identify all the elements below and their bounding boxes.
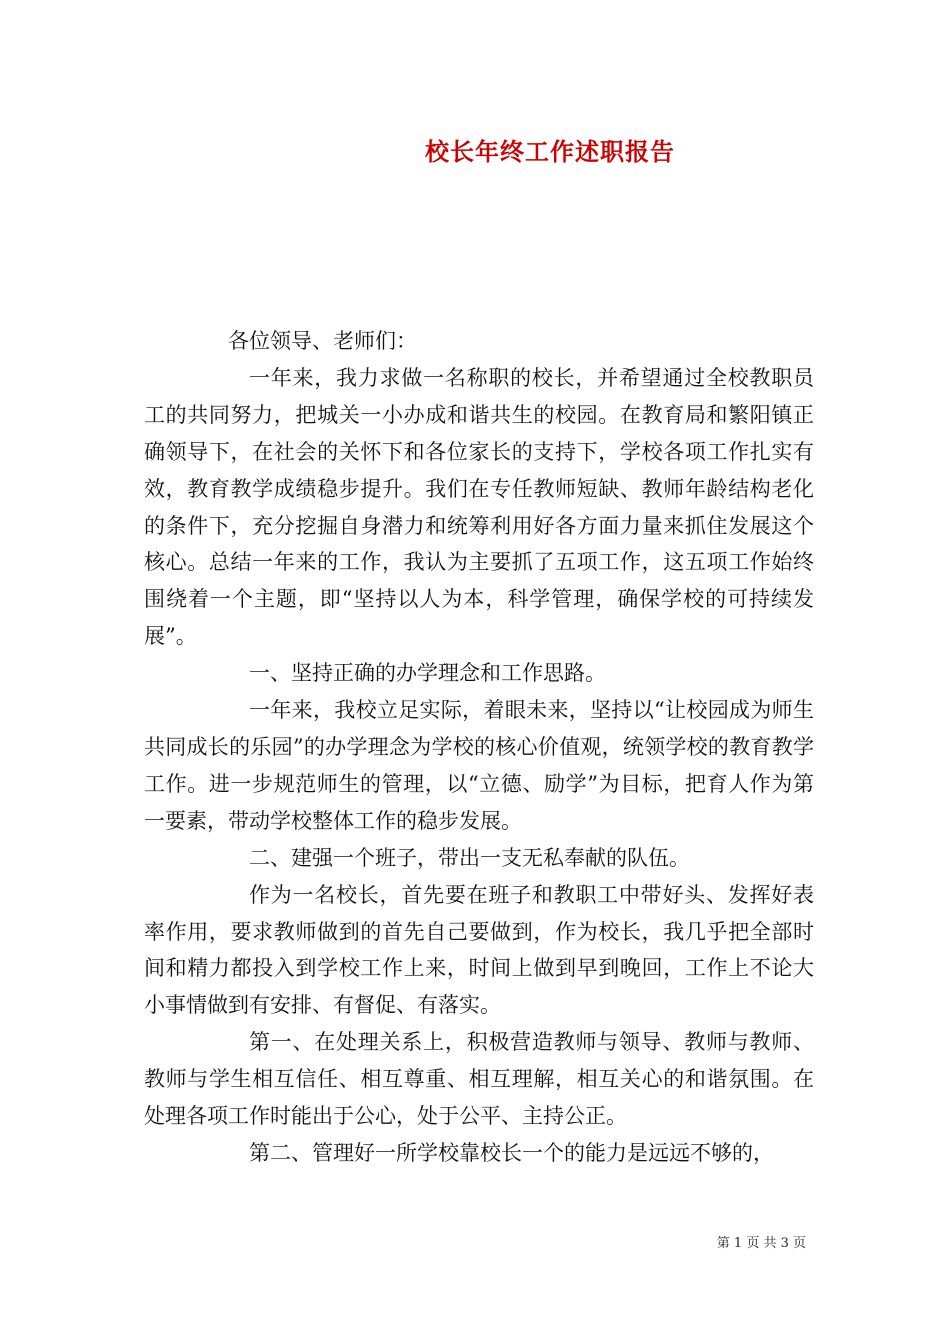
document-title: 校长年终工作述职报告 bbox=[425, 138, 675, 166]
paragraph: 第一、在处理关系上，积极营造教师与领导、教师与教师、教师与学生相互信任、相互尊重、相互理解，相互关心的和谐氛围。在处理各项工作时能出于公心，处于公平、主持公正。 bbox=[144, 1030, 814, 1129]
paragraph: 第二、管理好一所学校靠校长一个的能力是远远不够的， bbox=[249, 1140, 774, 1165]
salutation: 各位领导、老师们： bbox=[228, 329, 417, 353]
document-body bbox=[144, 323, 814, 1172]
section-heading: 二、建强一个班子，带出一支无私奉献的队伍。 bbox=[249, 845, 690, 870]
section-heading: 一、坚持正确的办学理念和工作思路。 bbox=[249, 661, 606, 686]
paragraph: 一年来，我校立足实际，着眼未来，坚持以“让校园成为师生共同成长的乐园”的办学理念为学校的核心价值观，统领学校的教育教学工作。进一步规范师生的管理，以“立德、励学”为目标，把育人作为第一要素，带动学校整体工作的稳步发展。 bbox=[144, 698, 814, 833]
paragraph: 作为一名校长，首先要在班子和教职工中带好头、发挥好表率作用，要求教师做到的首先自己要做到，作为校长，我几乎把全部时间和精力都投入到学校工作上来，时间上做到早到晚回，工作上不论大小事情做到有安排、有督促、有落实。 bbox=[144, 882, 814, 1018]
page-number-footer: 第 1 页 共 3 页 bbox=[716, 1236, 806, 1251]
paragraph: 一年来，我力求做一名称职的校长，并希望通过全校教职员工的共同努力，把城关一小办成和谐共生的校园。在教育局和繁阳镇正确领导下，在社会的关怀下和各位家长的支持下，学校各项工作扎实有效，教育教学成绩稳步提升。我们在专任教师短缺、教师年龄结构老化的条件下，充分挖掘自身潜力和统筹利用好各方面力量来抓住发展这个核心。总结一年来的工作，我认为主要抓了五项工作，这五项工作始终围绕着一个主题，即“坚持以人为本，科学管理，确保学校的可持续发展”。 bbox=[144, 365, 814, 649]
